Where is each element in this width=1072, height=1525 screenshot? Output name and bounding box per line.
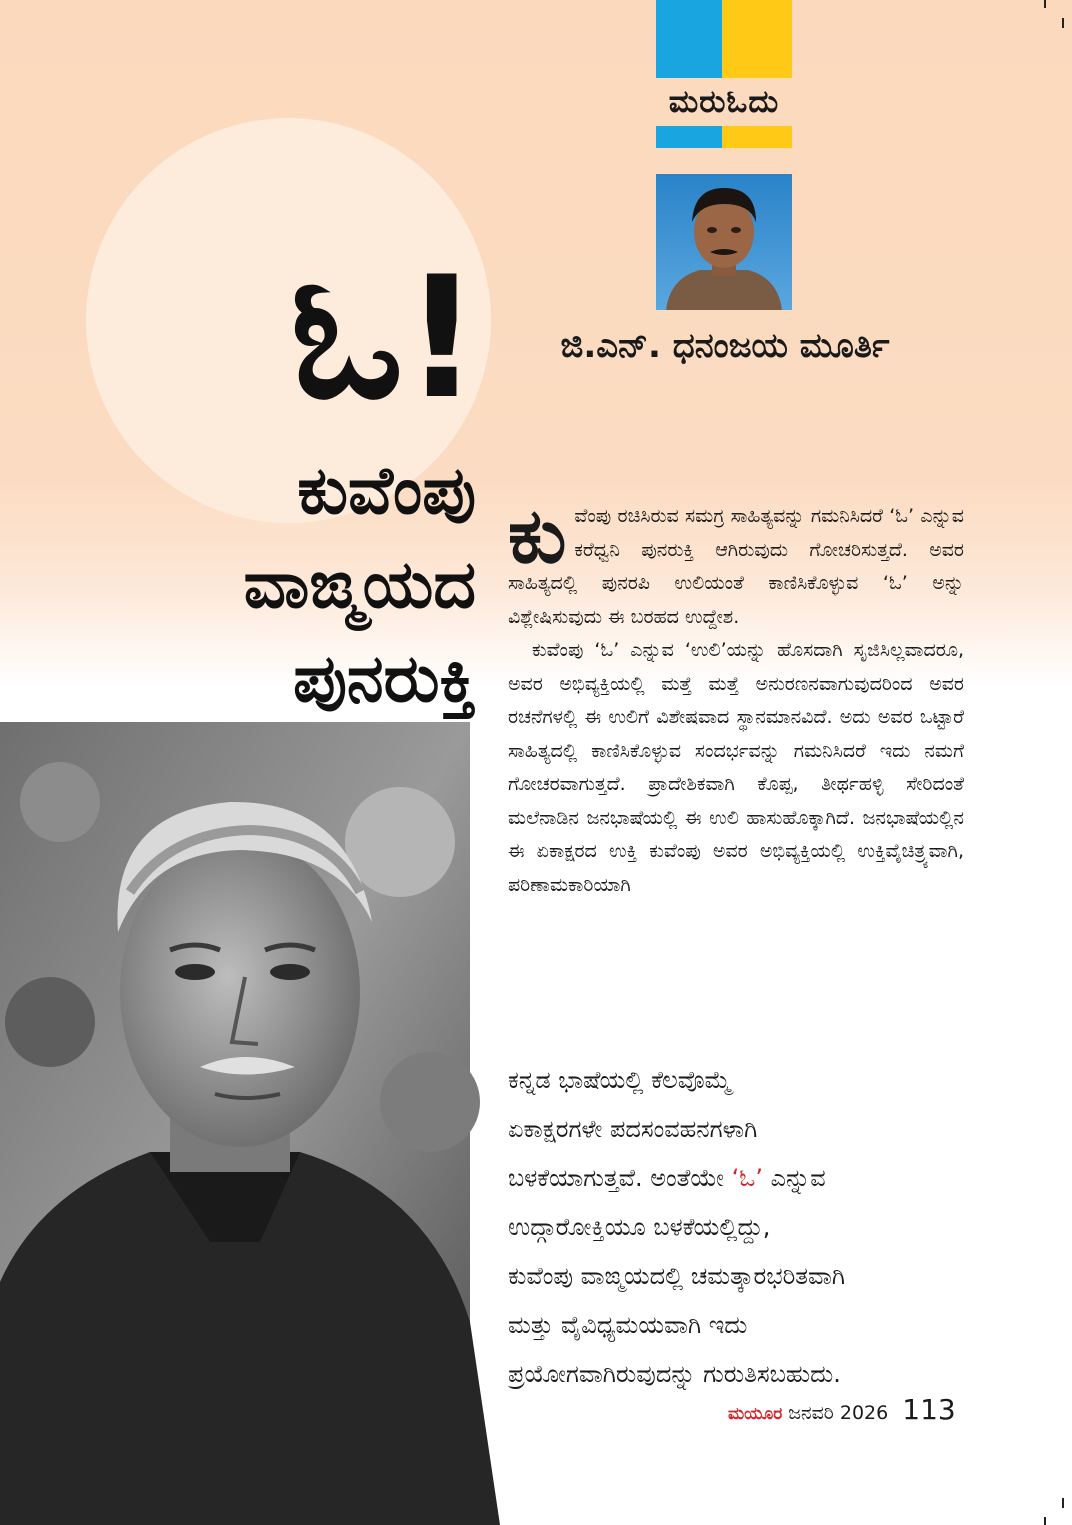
pull-quote-line: ಉದ್ಗಾರೋಕ್ತಿಯೂ ಬಳಕೆಯಲ್ಲಿದ್ದು, [508, 1213, 771, 1241]
pull-quote-line: ಮತ್ತು ವೈವಿಧ್ಯಮಯವಾಗಿ ಇದು [508, 1311, 748, 1339]
author-name: ಜಿ.ಎನ್. ಧನಂಜಯ ಮೂರ್ತಿ [560, 326, 890, 366]
magazine-name: ಮಯೂರ [728, 1404, 783, 1424]
pull-quote-line: ಪ್ರಯೋಗವಾಗಿರುವುದನ್ನು ಗುರುತಿಸಬಹುದು. [508, 1360, 841, 1388]
crop-mark [1044, 0, 1046, 8]
title-line: ವಾಙ್ಮಯದ [243, 546, 476, 623]
pull-quote [508, 1056, 968, 1399]
crop-mark [1044, 1517, 1046, 1525]
pull-quote-line: ಕುವೆಂಪು ವಾಙ್ಮಯದಲ್ಲಿ ಚಮತ್ಕಾರಭರಿತವಾಗಿ [508, 1262, 846, 1290]
tag-yellow-block [722, 0, 792, 78]
pull-quote-text: ಎನ್ನುವ [762, 1164, 826, 1192]
author-portrait-illustration [656, 174, 792, 310]
issue-date: ಜನವರಿ 2026 [788, 1402, 889, 1424]
body-paragraph [508, 491, 964, 634]
drop-cap: ಕು [508, 491, 567, 580]
kuvempu-portrait [0, 722, 500, 1525]
author-photo [656, 174, 792, 310]
tag-yellow-bar [722, 126, 792, 148]
tag-blue-bar [656, 126, 722, 148]
article-body [508, 491, 964, 902]
page-footer [728, 1390, 968, 1430]
article-title-subtitle [110, 444, 476, 726]
section-tag [656, 0, 792, 150]
pull-quote-line: ಕನ್ನಡ ಭಾಷೆಯಲ್ಲಿ ಕೆಲವೊಮ್ಮೆ [508, 1066, 732, 1094]
pull-quote-line: ಏಕಾಕ್ಷರಗಳೇ ಪದಸಂವಹನಗಳಾಗಿ [508, 1115, 758, 1143]
title-line: ಪುನರುಕ್ತಿ [293, 640, 476, 717]
paragraph-text: ವೆಂಪು ರಚಿಸಿರುವ ಸಮಗ್ರ ಸಾಹಿತ್ಯವನ್ನು ಗಮನಿಸಿದರೆ ‘ಓ’ ಎನ್ನುವ ಕರೆಧ್ವನಿ ಪುನರುಕ್ತಿ ಆಗಿರುವುದು ಗೋಚರಿಸುತ್ತದೆ. ಅವರ ಸಾಹಿತ್ಯದಲ್ಲಿ ಪುನರಪಿ ಉಲಿಯಂತೆ ಕಾಣಿಸಿಕೊಳ್ಳುವ ‘ಓ’ ಅನ್ನು ವಿಶ್ಲೇಷಿಸುವುದು ಈ ಬರಹದ ಉದ್ದೇಶ. [508, 505, 964, 628]
portrait-illustration [0, 722, 500, 1525]
section-tag-label: ಮರುಓದು [668, 84, 780, 120]
pull-quote-text: ಬಳಕೆಯಾಗುತ್ತವೆ. ಅಂತೆಯೇ [508, 1164, 732, 1192]
pull-quote-highlight: ‘ಓ’ [731, 1164, 763, 1192]
title-line: ಕುವೆಂಪು [297, 452, 476, 529]
article-title-main: ಓ! [290, 240, 480, 436]
crop-mark [1062, 1498, 1064, 1508]
page-number: 113 [902, 1393, 956, 1426]
crop-mark [1062, 18, 1064, 28]
body-paragraph: ಕುವೆಂಪು ‘ಓ’ ಎನ್ನುವ ‘ಉಲಿ’ಯನ್ನು ಹೊಸದಾಗಿ ಸೃಜಿಸಿಲ್ಲವಾದರೂ, ಅವರ ಅಭಿವ್ಯಕ್ತಿಯಲ್ಲಿ ಮತ್ತೆ ಮತ್ತೆ ಅನುರಣನವಾಗುವುದರಿಂದ ಅವರ ರಚನೆಗಳಲ್ಲಿ ಈ ಉಲಿಗೆ ವಿಶೇಷವಾದ ಸ್ಥಾನಮಾನವಿದೆ. ಅದು ಅವರ ಒಟ್ಟಾರೆ ಸಾಹಿತ್ಯದಲ್ಲಿ ಕಾಣಿಸಿಕೊಳ್ಳುವ ಸಂದರ್ಭವನ್ನು ಗಮನಿಸಿದರೆ ಇದು ನಮಗೆ ಗೋಚರವಾಗುತ್ತದೆ. ಪ್ರಾದೇಶಿಕವಾಗಿ ಕೊಪ್ಪ, ತೀರ್ಥಹಳ್ಳಿ ಸೇರಿದಂತೆ ಮಲೆನಾಡಿನ ಜನಭಾಷೆಯಲ್ಲಿ ಈ ಉಲಿ ಹಾಸುಹೊಕ್ಕಾಗಿದೆ. ಜನಭಾಷೆಯಲ್ಲಿನ ಈ ಏಕಾಕ್ಷರದ ಉಕ್ತಿ ಕುವೆಂಪು ಅವರ ಅಭಿವ್ಯಕ್ತಿಯಲ್ಲಿ ಉಕ್ತಿವೈಚಿತ್ರ್ಯವಾಗಿ, ಪರಿಣಾಮಕಾರಿಯಾಗಿ [508, 639, 964, 896]
tag-blue-block [656, 0, 722, 78]
pull-quote-line [508, 1154, 968, 1203]
